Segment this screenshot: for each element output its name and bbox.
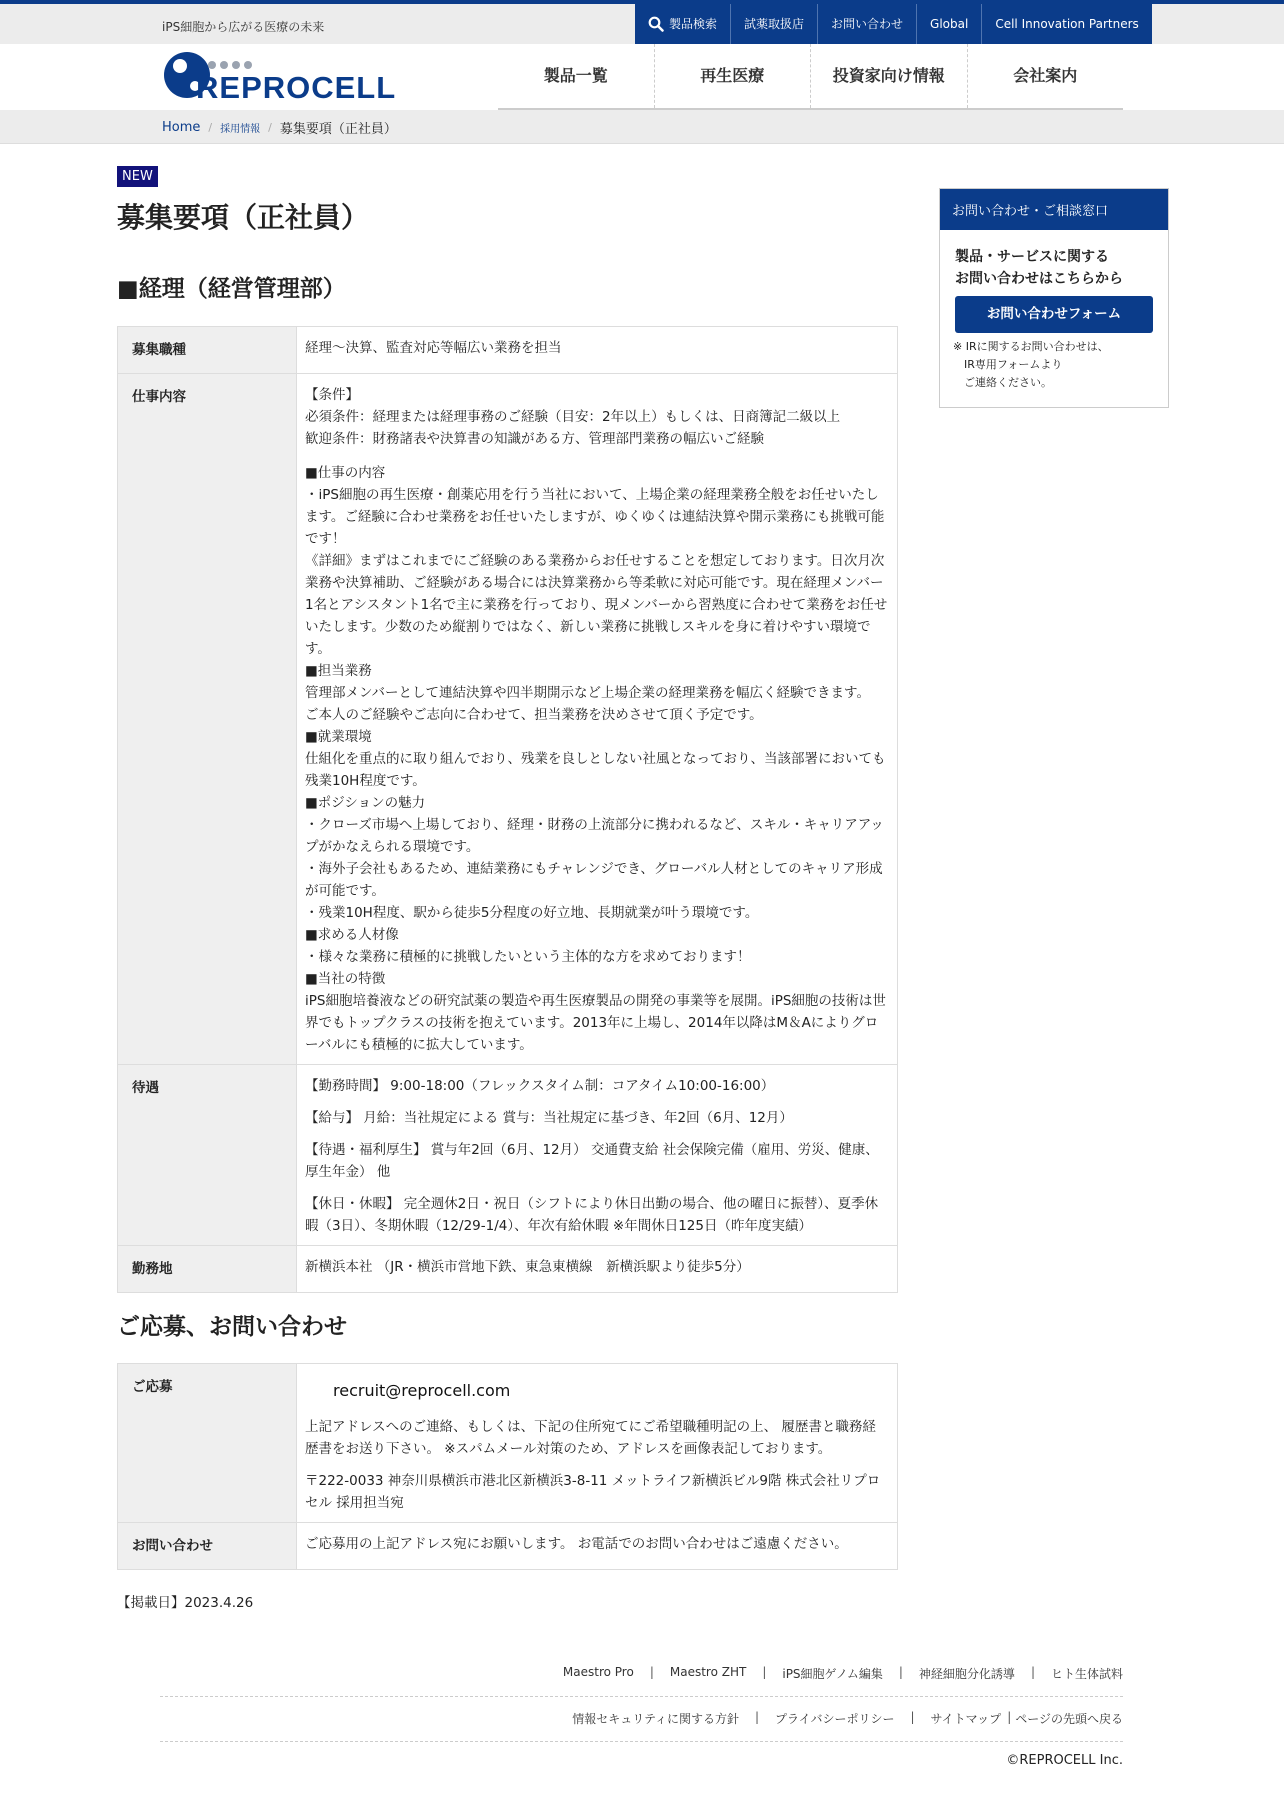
footer-divider: | [755, 1710, 760, 1724]
sidebar-title: 製品・サービスに関する お問い合わせはこちらから [955, 249, 1123, 287]
table-row [118, 1246, 898, 1293]
work-details: ■仕事の内容 ・iPS細胞の再生医療・創薬応用を行う当社において、上場企業の経理業務全般をお任せいたします。ご経験に合わせ業務をお任せいたしますが、ゆくゆくは連結決算や開示業務にも挑戦可能です！ 《詳細》まずはこれまでにご経験のある業務からお任せすることを想定しております。日次月次業務や決算補助、ご経験がある場合には決算業務から等柔軟に対応可能です。現在経理メンバー1名とアシスタント1名で主に業務を行っており、現メンバーから習熟度に合わせて業務をお任せいたします。少数のため縦割りではなく、新しい業務に挑戦しスキルを身に着けやすい環境です。 ■担当業務 管理部メンバーとして連結決算や四半期開示など上場企業の経理業務を幅広く経験できます。 ご本人のご経験やご志向に合わせて、担当業務を決めさせて頂く予定です。 ■就業環境 仕組化を重点的に取り組んでおり、残業を良しとしない社風となっており、当該部署においても残業10H程度です。 ■ポジションの魅力 ・クローズ市場へ上場しており、経理・財務の上流部分に携われるなど、スキル・キャリアアップがかなえられる環境です。 ・海外子会社もあるため、連結業務にもチャレンジでき、グローバル人材としてのキャリア形成が可能です。 ・残業10H程度、駅から徒歩5分程度の好立地、長期就業が叶う環境です。 ■求める人材像 ・様々な業務に積極的に挑戦したいという主体的な方を求めております！ ■当社の特徴 iPS細胞培養液などの研究試薬の製造や再生医療製品の開発の事業等を展開。iPS細胞の技術は世界でもトップクラスの技術を抱えています。2013年に上場し、2014年以降はM＆Aによりグローバルにも積極的に拡大しています。 [305, 465, 888, 1053]
new-badge: NEW [117, 166, 158, 187]
work-conditions: 【条件】 必須条件：経理または経理事務のご経験（目安：2年以上）もしくは、日商簿記二級以上 歓迎条件：財務諸表や決算書の知識がある方、管理部門業務の幅広いご経験 [305, 387, 841, 447]
dealers-link[interactable]: 試薬取扱店 [731, 4, 818, 44]
apply-instructions: 上記アドレスへのご連絡、もしくは、下記の住所宛てにご希望職種明記の上、 履歴書と職務経歴書をお送り下さい。 ※スパムメール対策のため、アドレスを画像表記しております。 [305, 1419, 876, 1457]
table-row [118, 374, 898, 1065]
footer-link-privacy[interactable]: プライバシーポリシー [775, 1712, 895, 1726]
posted-date: 【掲載日】2023.4.26 [117, 1595, 254, 1611]
inquiry-label: お問い合わせ [118, 1523, 297, 1570]
footer-products-nav [160, 1665, 1123, 1682]
work-value [297, 374, 898, 1065]
work-label: 仕事内容 [118, 374, 297, 1065]
table-row [118, 1523, 898, 1570]
recruit-email-image: recruit@reprocell.com [333, 1381, 511, 1400]
footer-link-page-top[interactable]: ページの先頭へ戻る [1015, 1712, 1123, 1726]
footer-divider: | [910, 1710, 915, 1724]
apply-table [117, 1363, 898, 1570]
benefits-value [297, 1065, 898, 1246]
sidebar-body [940, 230, 1168, 392]
breadcrumb-bar [0, 110, 1284, 144]
benefit-salary: 【給与】 月給：当社規定による 賞与：当社規定に基づき、年2回（6月、12月） [305, 1110, 793, 1126]
apply-address: 〒222-0033 神奈川県横浜市港北区新横浜3-8-11 メットライフ新横浜ビル9階 株式会社リプロセル 採用担当宛 [305, 1473, 881, 1511]
benefit-hours: 【勤務時間】 9:00-18:00（フレックスタイム制：コアタイム10:00-16:00） [305, 1078, 775, 1094]
table-row [118, 1364, 898, 1523]
footer-divider: | [762, 1665, 767, 1679]
breadcrumb-home[interactable]: Home [162, 120, 201, 135]
position-label: 募集職種 [118, 327, 297, 374]
footer-divider: | [898, 1665, 903, 1679]
footer-divider: | [1007, 1710, 1012, 1724]
utility-nav [635, 4, 1152, 44]
search-icon [648, 16, 664, 32]
breadcrumb-current: 募集要項（正社員） [279, 122, 397, 137]
apply-title: ご応募、お問い合わせ [117, 1314, 347, 1340]
sidebar-heading: お問い合わせ・ご相談窓口 [940, 189, 1168, 230]
breadcrumb [162, 118, 397, 137]
nav-company[interactable]: 会社案内 [1013, 66, 1078, 85]
section-title: ■経理（経営管理部） [117, 276, 346, 302]
tagline: iPS細胞から広がる医療の未来 [162, 20, 325, 34]
nav-investors[interactable]: 投資家向け情報 [811, 44, 968, 108]
footer-link-sitemap[interactable]: サイトマップ [930, 1712, 1002, 1726]
inquiry-value: ご応募用の上記アドレス宛にお願いします。 お電話でのお問い合わせはご遠慮ください。 [297, 1523, 898, 1570]
footer-separator [160, 1696, 1123, 1697]
product-search-label: 製品検索 [669, 17, 718, 31]
footer-separator [160, 1741, 1123, 1742]
footer-link-neuron[interactable]: 神経細胞分化誘導 [918, 1667, 1015, 1681]
contact-form-button[interactable]: お問い合わせフォーム [955, 296, 1153, 333]
location-value: 新横浜本社 （JR・横浜市営地下鉄、東急東横線 新横浜駅より徒歩5分） [297, 1246, 898, 1293]
footer-link-ips-genome[interactable]: iPS細胞ゲノム編集 [782, 1667, 883, 1681]
job-table [117, 326, 898, 1293]
breadcrumb-separator: / [268, 121, 272, 134]
reprocell-logo[interactable] [162, 50, 407, 102]
footer-link-security[interactable]: 情報セキュリティに関する方針 [572, 1712, 739, 1726]
position-value: 経理～決算、監査対応等幅広い業務を担当 [297, 327, 898, 374]
contact-link[interactable]: お問い合わせ [818, 4, 917, 44]
benefits-label: 待遇 [118, 1065, 297, 1246]
benefit-welfare: 【待遇・福利厚生】 賞与年2回（6月、12月） 交通費支給 社会保険完備（雇用、労災、健康、厚生年金） 他 [305, 1142, 879, 1180]
apply-label: ご応募 [118, 1364, 297, 1523]
contact-sidebar [939, 188, 1169, 408]
breadcrumb-recruit[interactable]: 採用情報 [220, 124, 261, 135]
footer-link-maestro-zht[interactable]: Maestro ZHT [669, 1665, 747, 1679]
utility-bar [0, 4, 1284, 44]
nav-regenerative-medicine[interactable]: 再生医療 [655, 44, 812, 108]
svg-text:REPROCELL: REPROCELL [196, 70, 397, 102]
breadcrumb-separator: / [208, 121, 213, 134]
product-search-link[interactable] [635, 4, 731, 44]
apply-value [297, 1364, 898, 1523]
table-row [118, 1065, 898, 1246]
footer-link-maestro-pro[interactable]: Maestro Pro [562, 1665, 634, 1679]
footer-policy-nav [160, 1710, 1123, 1727]
footer-divider: | [1030, 1665, 1035, 1679]
cell-innovation-partners-link[interactable]: Cell Innovation Partners [995, 17, 1139, 31]
footer-divider: | [649, 1665, 654, 1679]
ir-note: ※ IRに関するお問い合わせは、 IR専用フォームより ご連絡ください。 [953, 340, 1109, 389]
nav-products[interactable]: 製品一覧 [498, 44, 655, 108]
footer-link-human-samples[interactable]: ヒト生体試料 [1050, 1667, 1123, 1681]
page-title: 募集要項（正社員） [117, 201, 370, 234]
table-row [118, 327, 898, 374]
global-link[interactable]: Global [917, 4, 982, 44]
main-nav [498, 44, 1123, 110]
benefit-holidays: 【休日・休暇】 完全週休2日・祝日（シフトにより休日出勤の場合、他の曜日に振替）、夏季休暇（3日）、冬期休暇（12/29-1/4）、年次有給休暇 ※年間休日125日（昨年度実績） [305, 1196, 879, 1234]
location-label: 勤務地 [118, 1246, 297, 1293]
copyright: ©REPROCELL Inc. [1006, 1753, 1123, 1768]
